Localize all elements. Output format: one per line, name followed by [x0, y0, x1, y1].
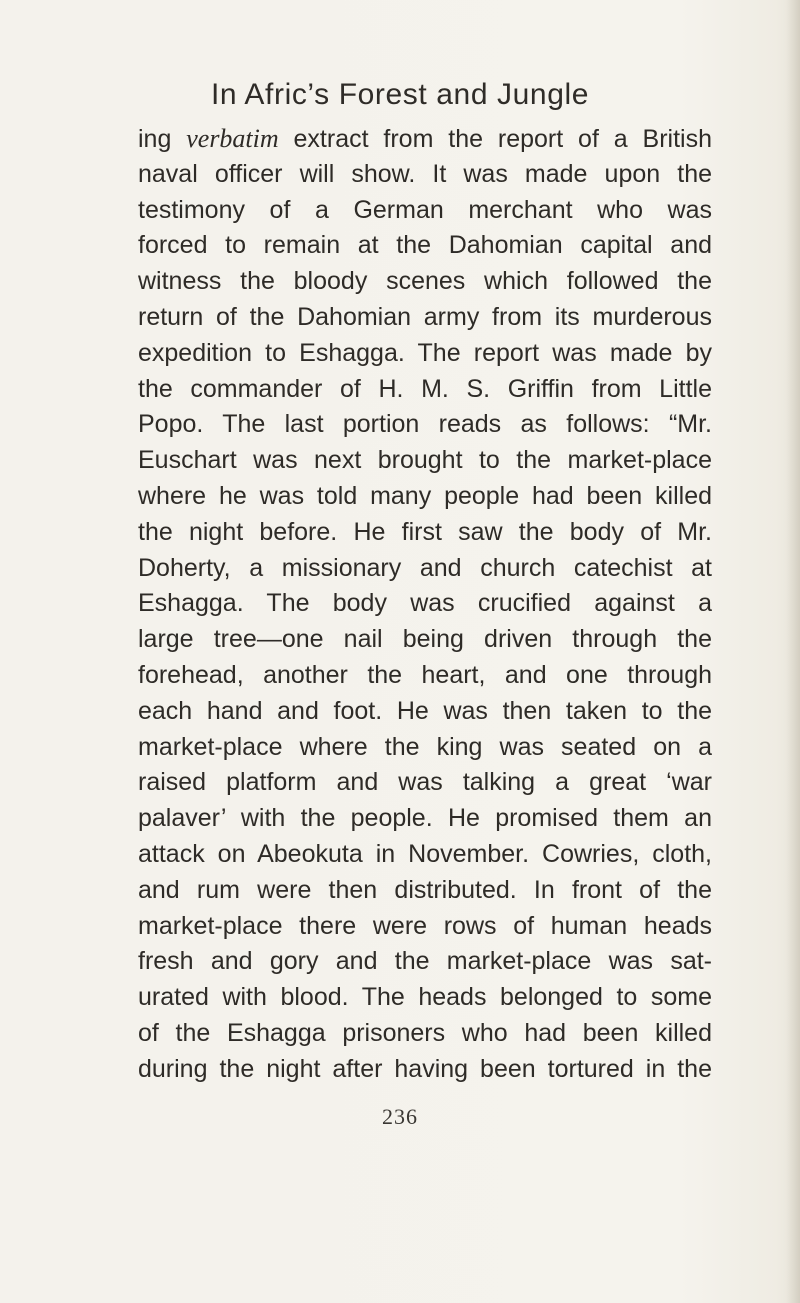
text-line: witness the bloody scenes which followed the [138, 267, 712, 296]
text-line: where he was told many people had been killed [138, 481, 712, 510]
text-line: palaver’ with the people. He promised them an [138, 804, 712, 833]
text-fragment: ing [138, 125, 187, 153]
text-line: attack on Abeokuta in November. Cowries, cloth, [138, 839, 712, 868]
text-line: of the Eshagga prisoners who had been killed [138, 1018, 712, 1047]
text-line: the commander of H. M. S. Griffin from Little [138, 374, 712, 403]
text-line: during the night after having been tortured in the [138, 1054, 712, 1083]
text-line: Eshagga. The body was crucified against a [138, 589, 712, 618]
text-line [138, 121, 712, 157]
text-line: forced to remain at the Dahomian capital and [138, 231, 712, 260]
text-line: Doherty, a missionary and church catechist at [138, 553, 712, 582]
text-line: urated with blood. The heads belonged to some [138, 983, 712, 1012]
text-line: market-place where the king was seated on a [138, 732, 712, 761]
text-line: the night before. He first saw the body of Mr. [138, 517, 712, 546]
text-line: Euschart was next brought to the market-place [138, 446, 712, 475]
text-fragment: extract from the report of a British [278, 125, 712, 153]
text-line: market-place there were rows of human heads [138, 911, 712, 940]
text-line: testimony of a German merchant who was [138, 195, 712, 224]
text-line: large tree—one nail being driven through the [138, 625, 712, 654]
running-head: In Afric’s Forest and Jungle [210, 78, 590, 111]
italic-term: verbatim [186, 124, 279, 153]
text-line: expedition to Eshagga. The report was made by [138, 338, 712, 367]
text-line: raised platform and was talking a great ‘war [138, 768, 712, 797]
text-line: fresh and gory and the market-place was sat- [138, 947, 712, 976]
body-text [138, 121, 712, 1088]
page-number: 236 [382, 1104, 418, 1129]
text-line: and rum were then distributed. In front of the [138, 875, 712, 904]
text-line: each hand and foot. He was then taken to the [138, 696, 712, 725]
text-line: Popo. The last portion reads as follows: “Mr. [138, 410, 712, 439]
text-line: forehead, another the heart, and one through [138, 660, 712, 689]
text-line: return of the Dahomian army from its murderous [138, 302, 712, 331]
text-line: naval officer will show. It was made upon the [138, 159, 712, 188]
